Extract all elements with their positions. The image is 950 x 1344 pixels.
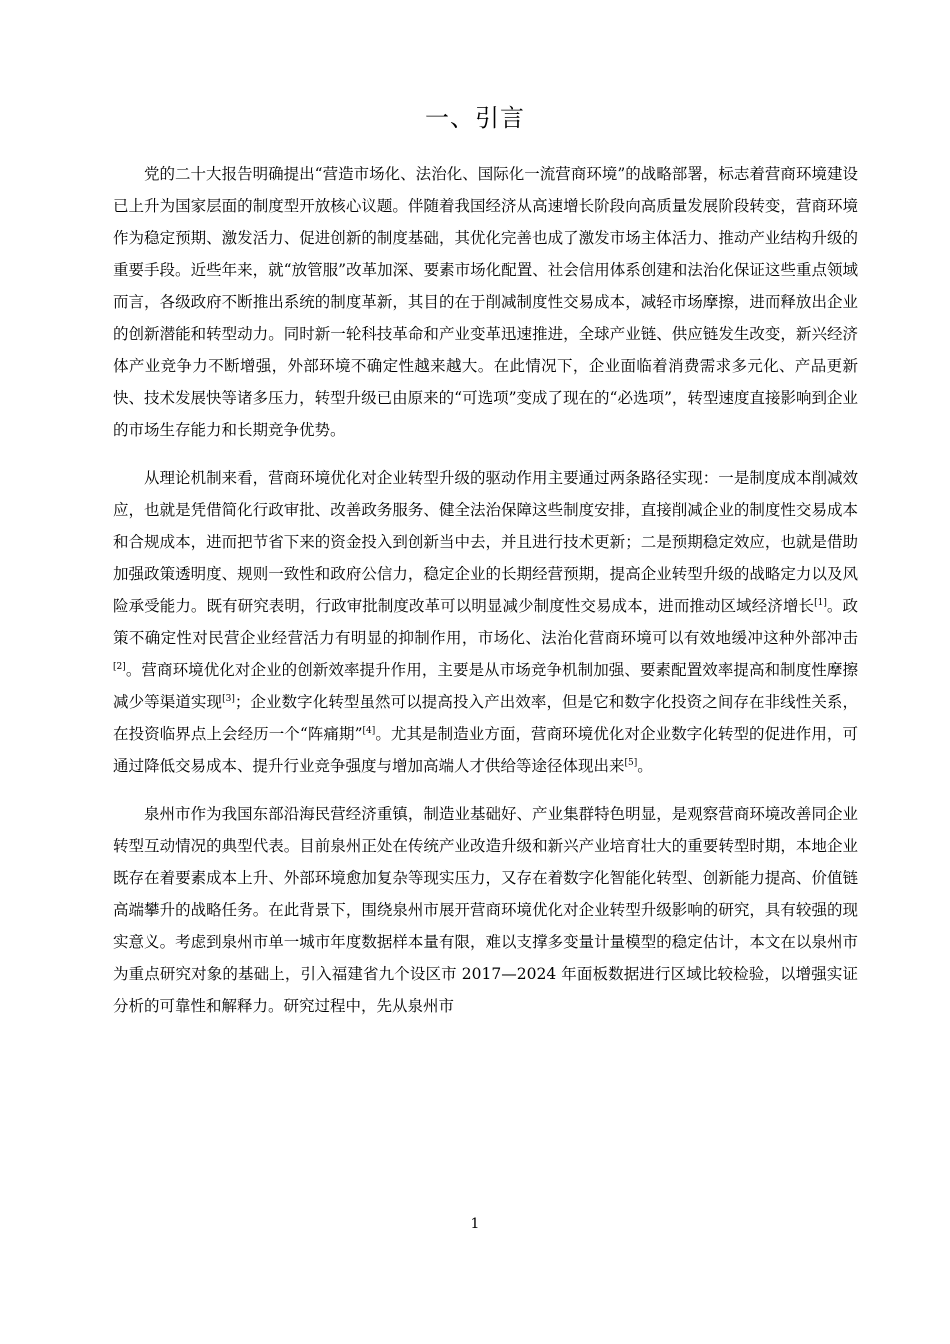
paragraph-3 [113, 798, 858, 1022]
page-number: 1 [470, 1216, 480, 1232]
paragraph-text: 从理论机制来看，营商环境优化对企业转型升级的驱动作用主要通过两条路径实现：一是制度成本削减效应，也就是凭借简化行政审批、改善政务服务、健全法治保障这些制度安排，直接削减企业的制度性交易成本和合规成本，进而把节省下来的资金投入到创新当中去，并且进行技术更新；二是预期稳定效应，也就是借助加强政策透明度、规则一致性和政府公信力，稳定企业的长期经营预期，提高企业转型升级的战略定力以及风险承受能力。既有研究表明，行政审批制度改革可以明显减少制度性交易成本，进而推动区域经济增长 [113, 469, 858, 615]
citation-marker: [4] [362, 725, 376, 736]
paragraph-text: 党的二十大报告明确提出“营造市场化、法治化、国际化一流营商环境”的战略部署，标志着营商环境建设已上升为国家层面的制度型开放核心议题。伴随着我国经济从高速增长阶段向高质量发展阶段转变，营商环境作为稳定预期、激发活力、促进创新的制度基础，其优化完善也成了激发市场主体活力、推动产业结构升级的重要手段。近些年来，就“放管服”改革加深、要素市场化配置、社会信用体系创建和法治化保证这些重点领域而言，各级政府不断推出系统的制度革新，其目的在于削减制度性交易成本，减轻市场摩擦，进而释放出企业的创新潜能和转型动力。同时新一轮科技革命和产业变革迅速推进，全球产业链、供应链发生改变，新兴经济体产业竞争力不断增强，外部环境不确定性越来越大。在此情况下，企业面临着消费需求多元化、产品更新快、技术发展快等诸多压力，转型升级已由原来的“可选项”变成了现在的“必选项”，转型速度直接影响到企业的市场生存能力和长期竞争优势。 [113, 165, 858, 439]
citation-marker: [3] [222, 693, 235, 704]
paragraph-text: 泉州市作为我国东部沿海民营经济重镇，制造业基础好、产业集群特色明显，是观察营商环境改善同企业转型互动情况的典型代表。目前泉州正处在传统产业改造升级和新兴产业培育壮大的重要转型时期，本地企业既存在着要素成本上升、外部环境愈加复杂等现实压力，又存在着数字化智能化转型、创新能力提高、价值链高端攀升的战略任务。在此背景下，围绕泉州市展开营商环境优化对企业转型升级影响的研究，具有较强的现实意义。考虑到泉州市单一城市年度数据样本量有限，难以支撑多变量计量模型的稳定估计，本文在以泉州市为重点研究对象的基础上，引入福建省九个设区市 2017—2024 年面板数据进行区域比较检验，以增强实证分析的可靠性和解释力。研究过程中，先从泉州市 [113, 805, 858, 1015]
paragraph-2 [113, 462, 858, 782]
section-heading: 一、引言 [425, 104, 525, 132]
citation-marker: [1] [814, 597, 827, 608]
paragraph-1 [113, 158, 858, 446]
paragraph-text: 。尤其是制造业方面，营商环境优化对企业数字化转型的促进作用，可通过降低交易成本、提升行业竞争强度与增加高端人才供给等途径体现出来 [113, 725, 858, 775]
paragraph-text: 。营商环境优化对企业的创新效率提升作用，主要是从市场竞争机制加强、要素配置效率提高和制度性摩擦减少等渠道实现 [113, 661, 858, 711]
paragraph-text: 。政策不确定性对民营企业经营活力有明显的抑制作用，市场化、法治化营商环境可以有效地缓冲这种外部冲击 [113, 597, 858, 647]
citation-marker: [2] [113, 661, 126, 672]
citation-marker: [5] [624, 757, 638, 768]
paragraph-text: 。 [637, 757, 653, 775]
paragraph-text: ；企业数字化转型虽然可以提高投入产出效率，但是它和数字化投资之间存在非线性关系，在投资临界点上会经历一个“阵痛期” [113, 693, 858, 743]
body-text [113, 158, 858, 1038]
